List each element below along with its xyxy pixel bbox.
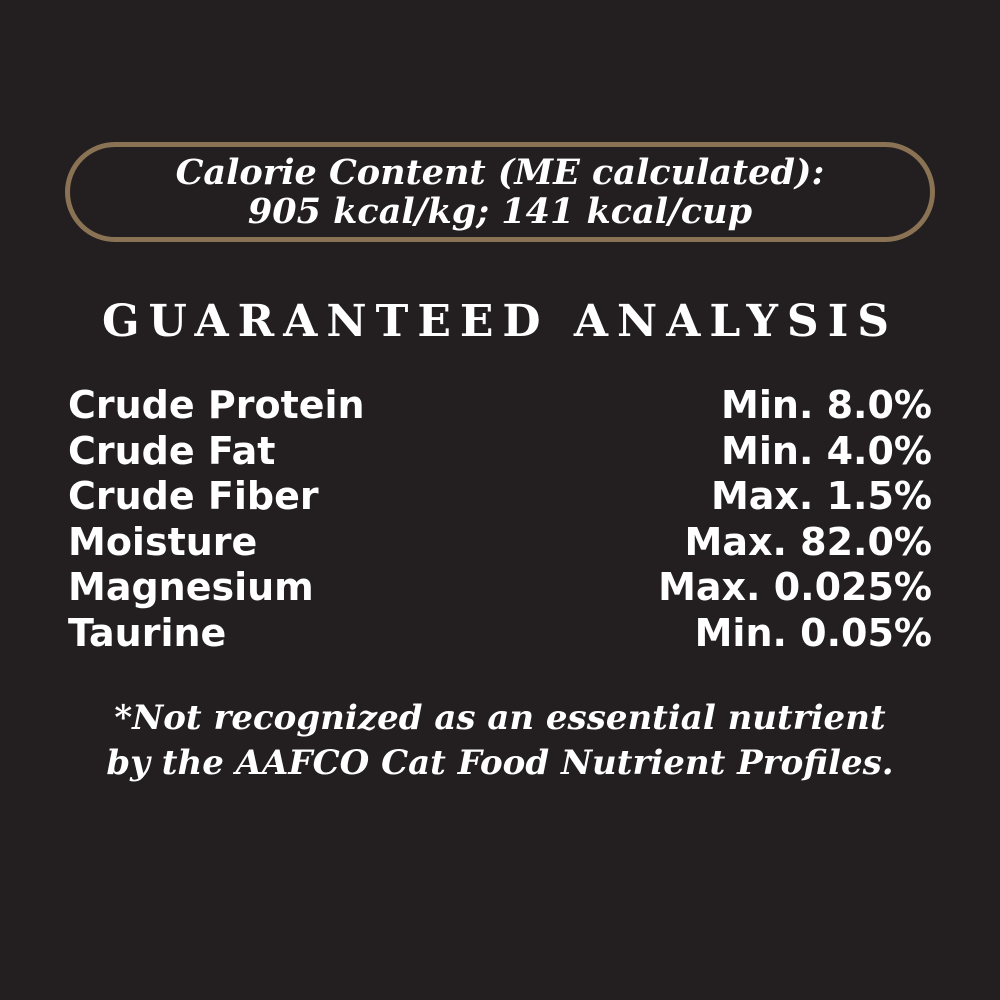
nutrient-label: Crude Protein — [68, 383, 365, 427]
footnote-line-1: *Not recognized as an essential nutrient — [114, 698, 886, 738]
calorie-content-line-1: Calorie Content (ME calculated): — [175, 152, 825, 193]
table-row — [68, 565, 932, 611]
footnote-line-2: by the AAFCO Cat Food Nutrient Profiles. — [106, 743, 894, 783]
calorie-content-box — [65, 142, 935, 242]
nutrient-value: Max. 82.0% — [684, 519, 932, 564]
footnote — [0, 696, 1000, 786]
calorie-content-line-2: 905 kcal/kg; 141 kcal/cup — [247, 191, 753, 232]
table-row — [68, 520, 932, 566]
nutrient-label: Crude Fiber — [68, 474, 319, 518]
table-row — [68, 429, 932, 475]
nutrient-value: Max. 1.5% — [710, 474, 932, 518]
guaranteed-analysis-title: GUARANTEED ANALYSIS — [101, 296, 899, 347]
nutrient-value: Max. 0.025% — [658, 565, 932, 609]
nutrient-label: Magnesium — [68, 565, 314, 609]
nutrient-label: Taurine — [68, 610, 227, 655]
nutrient-value: Min. 4.0% — [721, 428, 932, 473]
nutrient-label: Crude Fat — [68, 428, 276, 473]
analysis-table — [68, 383, 932, 656]
nutrient-value: Min. 0.05% — [694, 610, 932, 655]
nutrient-value: Min. 8.0% — [721, 383, 932, 427]
table-row — [68, 383, 932, 429]
table-row — [68, 474, 932, 520]
nutrient-label: Moisture — [68, 519, 258, 564]
table-row — [68, 611, 932, 657]
